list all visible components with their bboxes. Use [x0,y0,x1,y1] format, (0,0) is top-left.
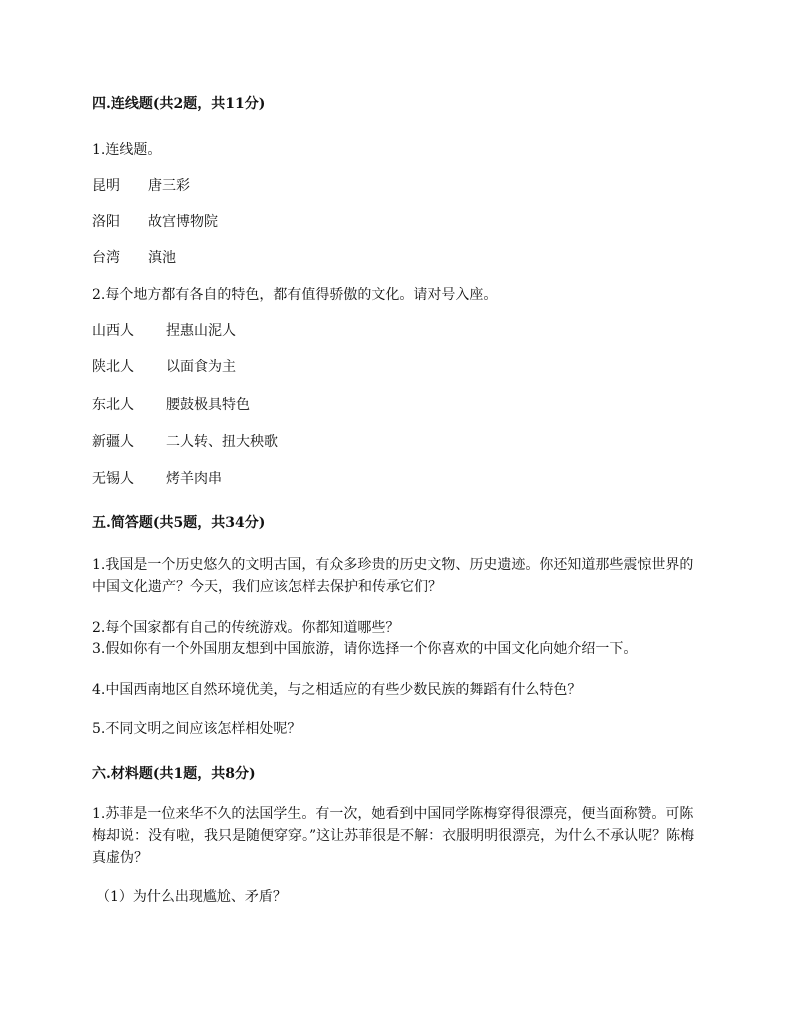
section-title: 四.连线题(共2题，共11分) [92,96,266,112]
matching-pair [92,356,236,378]
pair-right: 二人转、扭大秧歌 [166,434,278,450]
section-title: 五.简答题(共5题，共34分) [92,515,266,531]
pair-right: 滇池 [148,250,176,266]
matching-pair [92,175,190,197]
matching-pair [92,394,250,416]
question-text: 1.我国是一个历史悠久的文明古国，有众多珍贵的历史文物、历史遗迹。你还知道那些震惊世界的中国文化遗产？今天，我们应该怎样去保护和传承它们？ [92,557,694,595]
material-text: 1.苏菲是一位来华不久的法国学生。有一次，她看到中国同学陈梅穿得很漂亮，便当面称赞。可陈梅却说：没有啦，我只是随便穿穿。”这让苏菲很是不解：衣服明明很漂亮，为什么不承认呢？陈梅真虚伪？ [92,806,695,866]
question-text: 5.不同文明之间应该怎样相处呢？ [92,721,302,737]
pair-right: 以面食为主 [166,359,236,375]
pair-left: 昆明 [92,178,120,194]
pair-right: 故宫博物院 [148,214,218,230]
matching-pair [92,320,236,342]
matching-pair [92,468,222,490]
question-prompt: 1.连线题。 [92,142,162,158]
pair-left: 无锡人 [92,471,134,487]
pair-left: 洛阳 [92,214,120,230]
section-title: 六.材料题(共1题，共8分) [92,766,256,782]
pair-right: 捏惠山泥人 [166,323,236,339]
pair-left: 新疆人 [92,434,134,450]
pair-left: 台湾 [92,250,120,266]
pair-right: 唐三彩 [148,178,190,194]
pair-right: 烤羊肉串 [166,471,222,487]
sub-question: （1）为什么出现尴尬、矛盾？ [96,889,287,905]
question-text: 4.中国西南地区自然环境优美，与之相适应的有些少数民族的舞蹈有什么特色？ [92,682,582,698]
matching-pair [92,211,218,233]
matching-pair [92,247,176,269]
pair-left: 陕北人 [92,359,134,375]
question-prompt: 2.每个地方都有各自的特色，都有值得骄傲的文化。请对号入座。 [92,287,498,303]
pair-left: 山西人 [92,323,134,339]
pair-right: 腰鼓极具特色 [166,397,250,413]
question-text: 2.每个国家都有自己的传统游戏。你都知道哪些？ [92,620,400,636]
matching-pair [92,431,278,453]
question-text: 3.假如你有一个外国朋友想到中国旅游，请你选择一个你喜欢的中国文化向她介绍一下。 [92,641,638,657]
pair-left: 东北人 [92,397,134,413]
